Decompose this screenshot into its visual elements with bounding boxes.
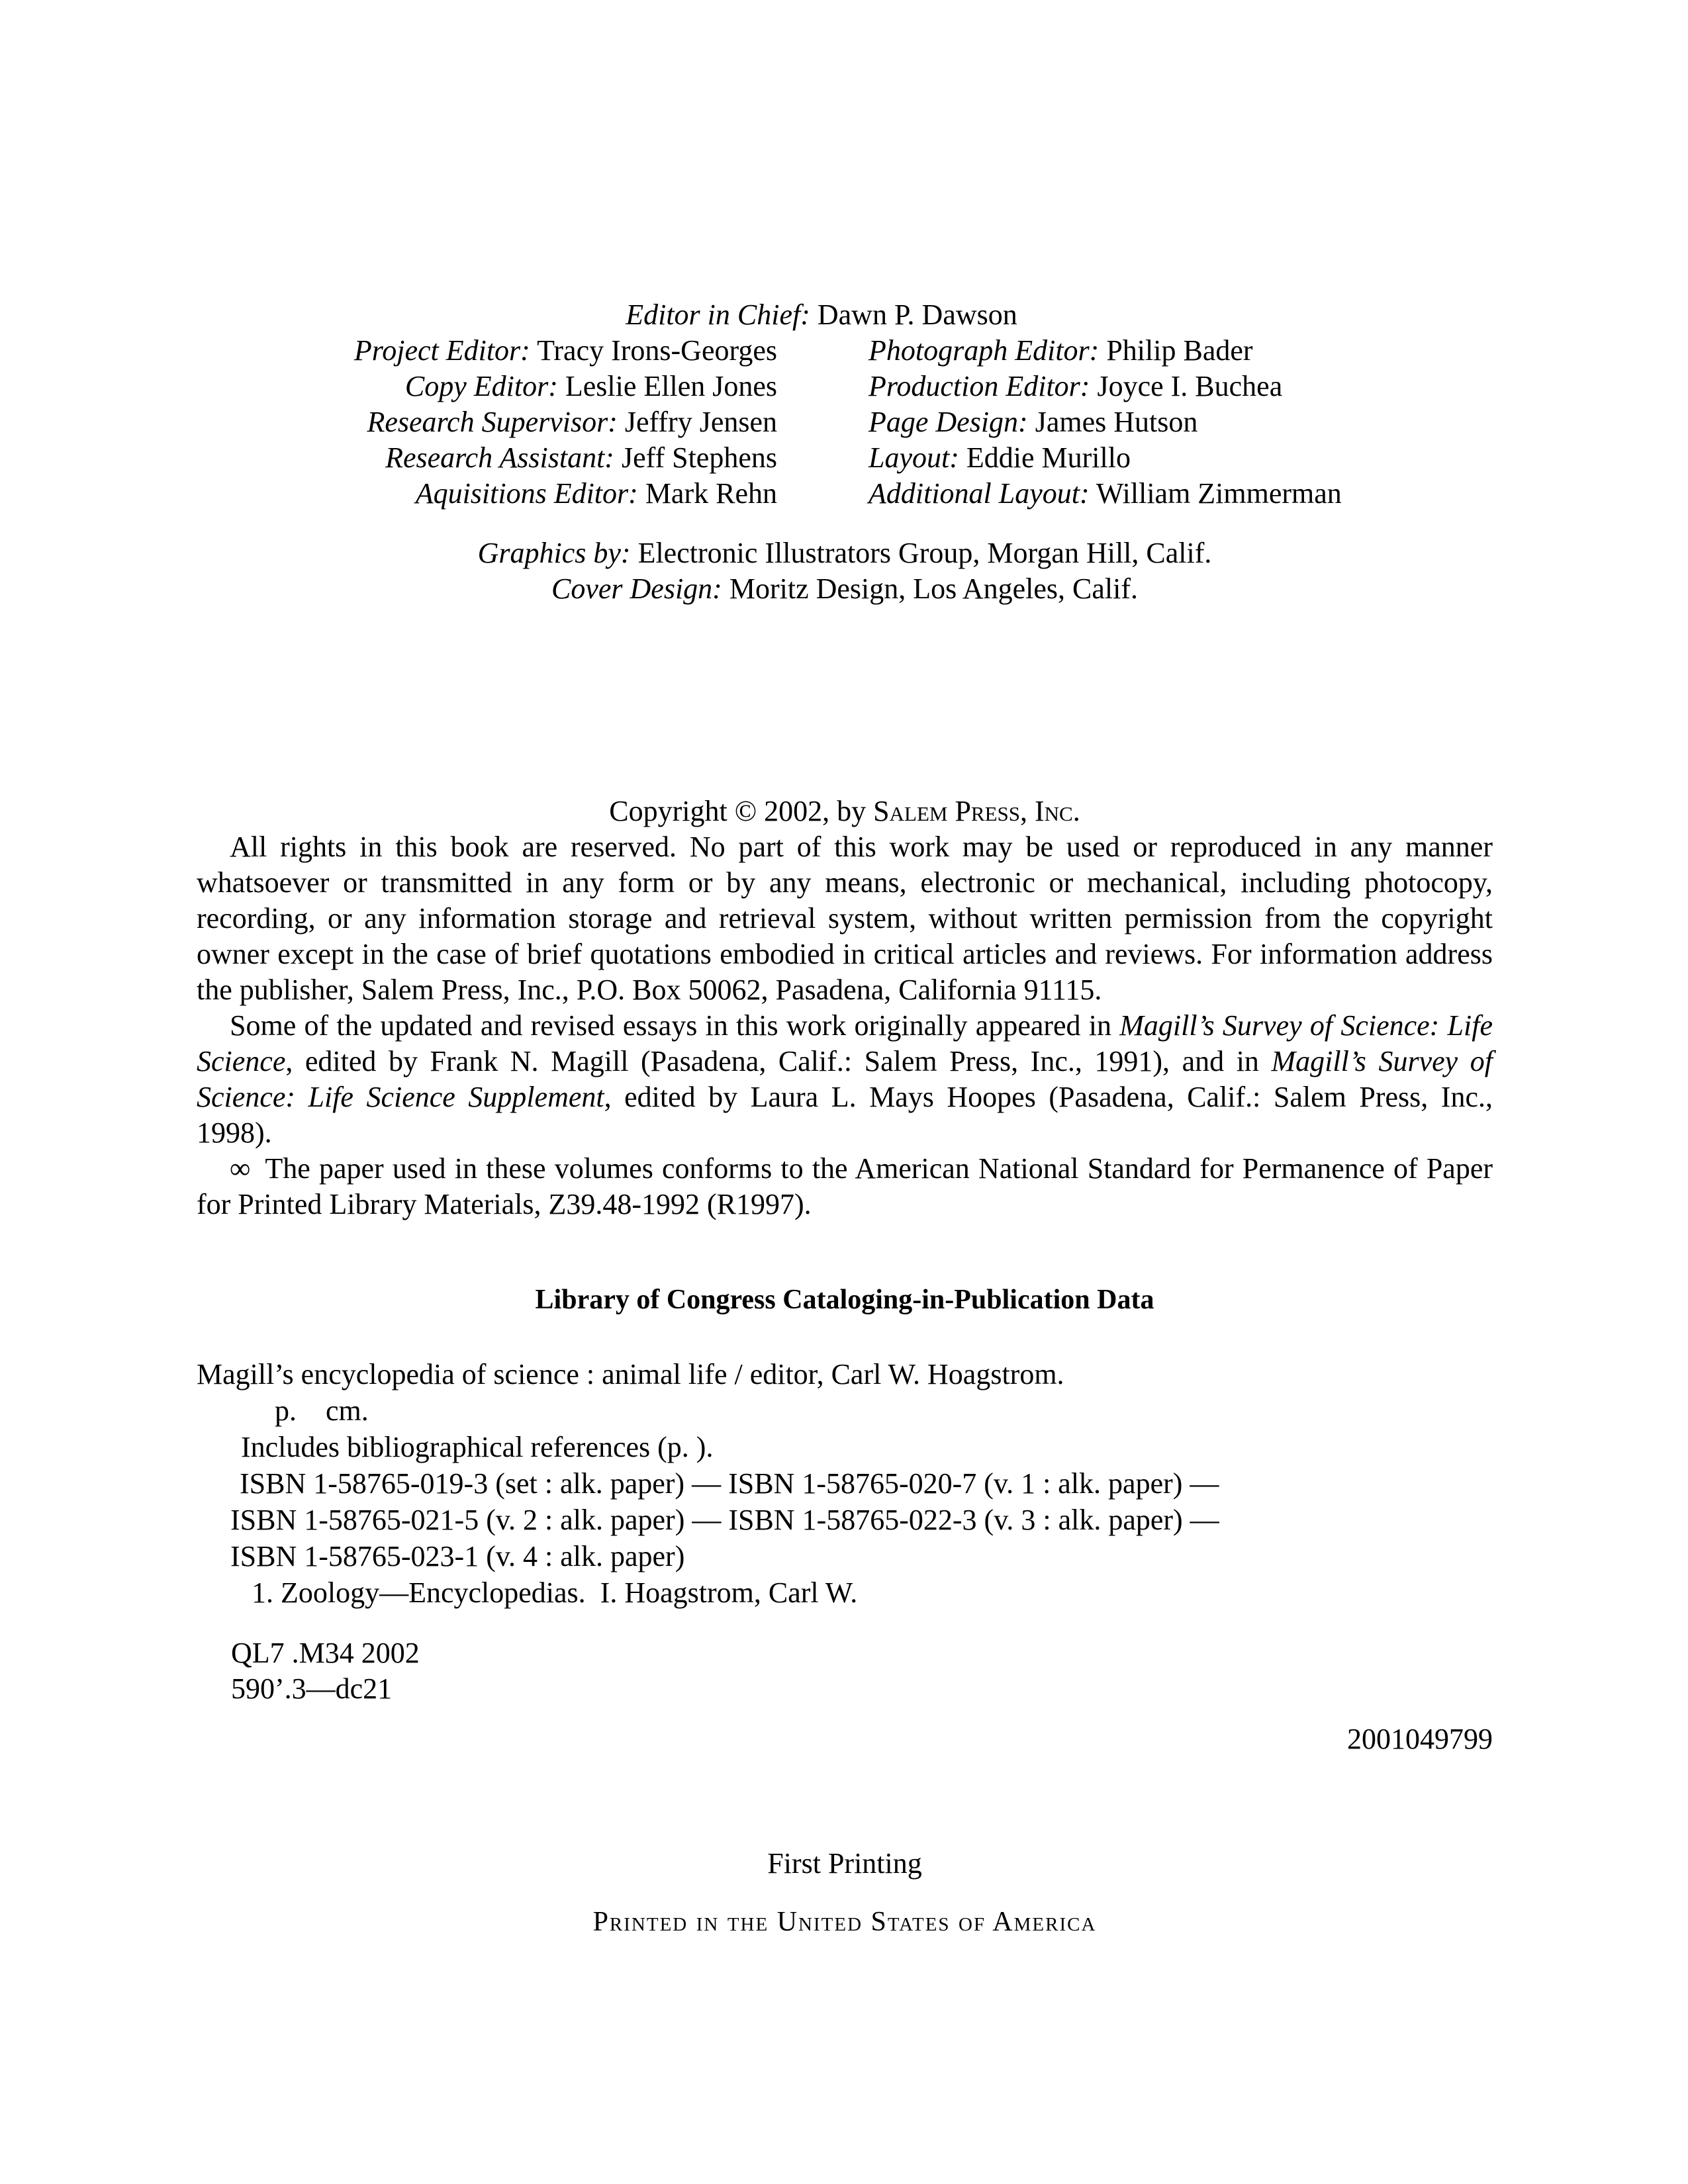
credit-label: Aquisitions Editor: <box>415 477 638 510</box>
credit-value: Eddie Murillo <box>966 441 1131 474</box>
text-segment: , edited by Frank N. Magill (Pasadena, Calif.: Salem Press, Inc., 1991), and in <box>285 1045 1272 1077</box>
credit-label: Research Supervisor: <box>367 406 618 438</box>
credit-row <box>197 369 1493 404</box>
lc-control-number: 2001049799 <box>1347 1723 1493 1755</box>
credit-label: Page Design: <box>868 406 1028 438</box>
credit-value: James Hutson <box>1035 406 1198 438</box>
text-segment: , edited by Laura L. Mays Hoopes (Pasadena, Calif.: Salem Press, Inc., 1998). <box>197 1081 1493 1149</box>
copyright-heading <box>197 794 1493 829</box>
credit-label: Graphics by: <box>477 537 631 569</box>
credits-block <box>197 297 1493 512</box>
publisher-name: Salem Press, Inc. <box>873 795 1080 827</box>
catalog-isbn-line-1: ISBN 1-58765-019-3 (set : alk. paper) — ISBN 1-58765-020-7 (v. 1 : alk. paper) — <box>240 1467 1219 1500</box>
credit-row <box>197 404 1493 440</box>
lc-call-number: QL7 .M34 2002 <box>231 1637 420 1669</box>
credit-cell-right <box>868 476 1342 512</box>
catalog-title-line: Magill’s encyclopedia of science : animal life / editor, Carl W. Hoagstrom. <box>197 1358 1064 1390</box>
credit-label: Production Editor: <box>868 370 1090 402</box>
credit-label: Project Editor: <box>353 334 530 367</box>
catalog-isbn-line-2: ISBN 1-58765-021-5 (v. 2 : alk. paper) — ISBN 1-58765-022-3 (v. 3 : alk. paper) — <box>230 1504 1219 1536</box>
printed-in-usa-line: Printed in the United States of America <box>592 1907 1097 1937</box>
credit-label: Cover Design: <box>551 572 722 605</box>
graphics-credit-line <box>197 535 1493 571</box>
credit-cell-right <box>868 440 1131 476</box>
credit-label: Photograph Editor: <box>868 334 1100 367</box>
catalog-collation-line: p. cm. <box>275 1394 369 1427</box>
production-credits-block <box>197 535 1493 607</box>
credit-value: Moritz Design, Los Angeles, Calif. <box>729 572 1138 605</box>
infinity-symbol: ∞ <box>230 1152 251 1185</box>
credit-label: Research Assistant: <box>385 441 614 474</box>
copyright-paragraph-sources <box>197 1008 1493 1151</box>
credit-row <box>197 476 1493 512</box>
credit-value: Tracy Irons-Georges <box>537 334 777 367</box>
credit-value: Mark Rehn <box>645 477 777 510</box>
credit-value: Leslie Ellen Jones <box>565 370 777 402</box>
credit-cell-right <box>868 333 1253 369</box>
paper-permanence-note <box>197 1151 1493 1222</box>
credit-value: Jeffry Jensen <box>624 406 777 438</box>
credit-row <box>197 440 1493 476</box>
paper-note-text: The paper used in these volumes conforms to the American National Standard for Permanence of Paper for Printed Library Materials, Z39.48-1992 (R1997). <box>197 1152 1493 1220</box>
copyright-paragraph-rights: All rights in this book are reserved. No part of this work may be used or reproduced in any manner whatsoever or transmitted in any form or by any means, electronic or mechanical, including photocopy, recording, or any information storage and retrieval system, without written permission from the copyright owner except in the case of brief quotations embodied in critical articles and reviews. For information address the publisher, Salem Press, Inc., P.O. Box 50062, Pasadena, California 91115. <box>197 831 1493 1006</box>
work-title: Magill’s Survey of Science: Life Science Supplement <box>197 1045 1493 1113</box>
work-title: Magill’s Survey of Science: Life Science <box>197 1009 1493 1077</box>
first-printing-line: First Printing <box>767 1847 922 1880</box>
credit-row <box>197 333 1493 369</box>
credit-cell-left <box>197 404 777 440</box>
dewey-number: 590’.3—dc21 <box>231 1672 393 1705</box>
credit-value: Electronic Illustrators Group, Morgan Hill, Calif. <box>637 537 1212 569</box>
copyright-heading-prefix: Copyright © 2002, by <box>609 795 874 827</box>
editor-in-chief-row <box>197 297 1446 333</box>
credit-label: Layout: <box>868 441 959 474</box>
credit-label: Editor in Chief: <box>626 298 810 331</box>
loc-cataloging-heading: Library of Congress Cataloging-in-Publication Data <box>535 1285 1154 1315</box>
credit-value: Jeff Stephens <box>621 441 777 474</box>
credit-value: William Zimmerman <box>1096 477 1342 510</box>
catalog-references-line: Includes bibliographical references (p. ). <box>241 1431 714 1463</box>
credit-label: Additional Layout: <box>868 477 1090 510</box>
credit-cell-left <box>197 333 777 369</box>
credit-cell-left <box>197 476 777 512</box>
copyright-block <box>197 794 1493 1151</box>
credit-value: Dawn P. Dawson <box>817 298 1017 331</box>
catalog-subject-line: 1. Zoology—Encyclopedias. I. Hoagstrom, Carl W. <box>252 1576 858 1609</box>
text-segment: Some of the updated and revised essays in this work originally appeared in <box>230 1009 1120 1042</box>
credit-label: Copy Editor: <box>404 370 558 402</box>
credit-cell-right <box>868 369 1282 404</box>
credit-cell-left <box>197 369 777 404</box>
credit-value: Joyce I. Buchea <box>1097 370 1283 402</box>
cover-design-credit-line <box>197 571 1493 607</box>
catalog-isbn-line-3: ISBN 1-58765-023-1 (v. 4 : alk. paper) <box>230 1540 685 1572</box>
call-number-block <box>197 1635 1527 1707</box>
credit-cell-right <box>868 404 1197 440</box>
credit-cell-left <box>197 440 777 476</box>
loc-catalog-block <box>197 1356 1493 1611</box>
credit-value: Philip Bader <box>1106 334 1253 367</box>
paper-note-paragraph <box>197 1151 1493 1222</box>
